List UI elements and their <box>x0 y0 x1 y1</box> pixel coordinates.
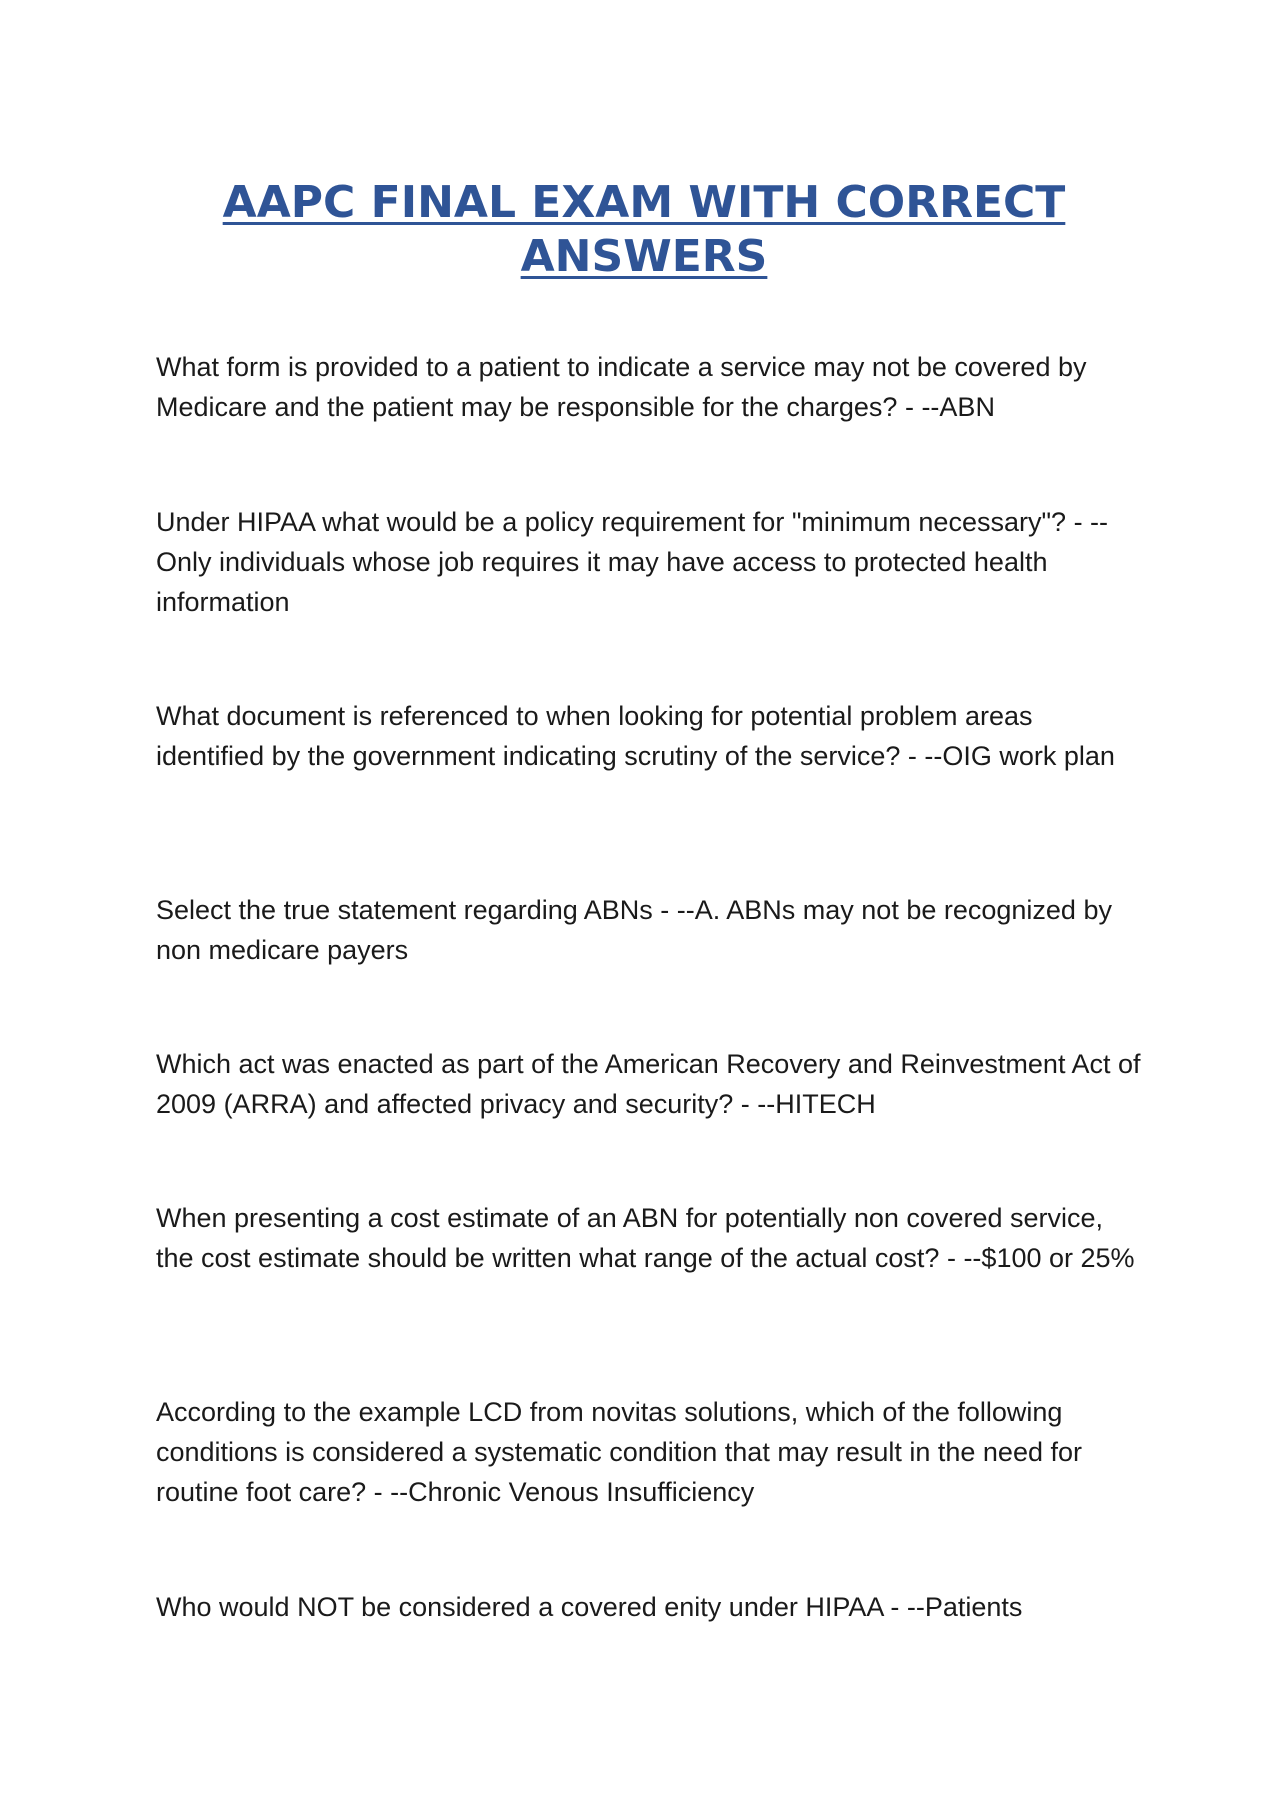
qa-item-2: Under HIPAA what would be a policy requirement for "minimum necessary"? - --Only individuals whose job requires it may have access to protected health information <box>156 507 1109 617</box>
document-title: AAPC FINAL EXAM WITH CORRECT ANSWERS <box>222 177 1066 282</box>
qa-item-1: What form is provided to a patient to indicate a service may not be covered by Medicare and the patient may be responsible for the charges? - --ABN <box>156 352 1087 422</box>
qa-item-6: When presenting a cost estimate of an ABN for potentially non covered service, the cost estimate should be written what range of the actual cost? - --$100 or 25% <box>156 1203 1135 1273</box>
qa-item-4: Select the true statement regarding ABNs - --A. ABNs may not be recognized by non medicare payers <box>156 895 1112 965</box>
qa-item-5: Which act was enacted as part of the American Recovery and Reinvestment Act of 2009 (ARRA) and affected privacy and security? - --HITECH <box>156 1049 1141 1119</box>
qa-item-7: According to the example LCD from novitas solutions, which of the following conditions is considered a systematic condition that may result in the need for routine foot care? - --Chronic Venous Insufficiency <box>156 1397 1082 1507</box>
qa-item-3: What document is referenced to when looking for potential problem areas identified by the government indicating scrutiny of the service? - --OIG work plan <box>156 701 1115 771</box>
qa-item-8: Who would NOT be considered a covered enity under HIPAA - --Patients <box>156 1592 1023 1622</box>
